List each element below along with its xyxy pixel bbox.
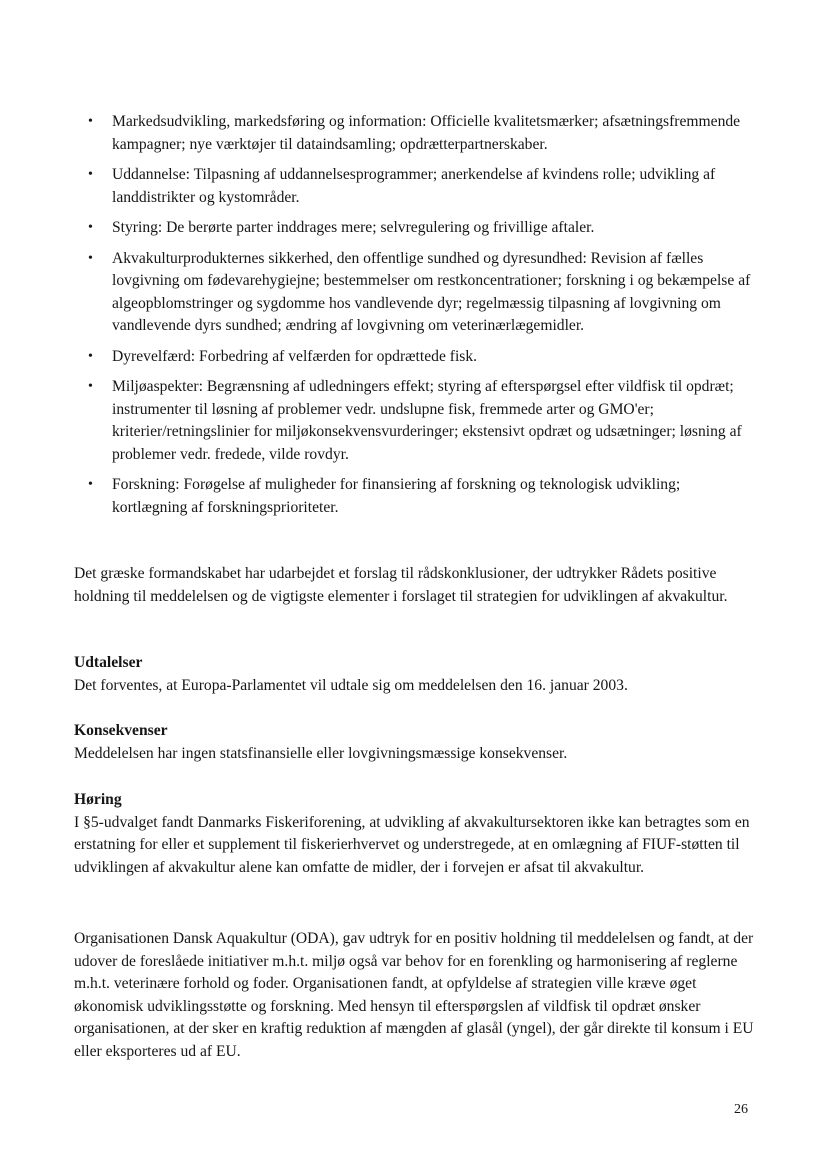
bullet-item (88, 346, 758, 369)
bullet-item (88, 474, 758, 519)
bullet-text: Dyrevelfærd: Forbedring af velfærden for opdrættede fisk. (112, 347, 478, 365)
page-number: 26 (734, 1102, 748, 1117)
section-text: Det forventes, at Europa-Parlamentet vil udtale sig om meddelelsen den 16. januar 2003. (74, 676, 628, 694)
final-paragraph: Organisationen Dansk Aquakultur (ODA), gav udtryk for en positiv holdning til meddelelsen og fandt, at der udover de foreslåede initiativer m.h.t. miljø også var behov for en forenkling og harmonisering af reglerne m.h.t. veterinære forhold og foder. Organisationen fandt, at opfyldelse af strategien ville kræve øget økonomisk udviklingsstøtte og forskning. Med hensyn til efterspørgslen af vildfisk til opdræt ønsker organisationen, at der sker en kraftig reduktion af mængden af glasål (yngel), der går direkte til konsum i EU eller eksporteres ud af EU. (74, 930, 754, 1060)
section-text: I §5-udvalget fandt Danmarks Fiskeriforening, at udvikling af akvakultursektoren ikke kan betragtes som en erstatning for eller et supplement til fiskerierhvervet og understregede, at en omlægning af FIUF-støtten til udviklingen af akvakultur alene kan omfatte de midler, der i forvejen er afsat til akvakultur. (74, 813, 750, 876)
bullet-dot: • (88, 114, 93, 129)
bullet-text: Akvakulturprodukternes sikkerhed, den offentlige sundhed og dyresundhed: Revision af fælles lovgivning om fødevarehygiejne; bestemmelser om restkoncentrationer; forskning i og bekæmpelse af algeopblomstringer og sygdomme hos vandlevende dyr; regelmæssig tilpasning af lovgivning om vandlevende dyrs sundhed; ændring af lovgivning om veterinærlægemidler. (112, 249, 751, 334)
bullet-item (88, 164, 758, 209)
bullet-text: Uddannelse: Tilpasning af uddannelsesprogrammer; anerkendelse af kvindens rolle; udvikling af landdistrikter og kystområder. (112, 166, 716, 206)
section-konsekvenser (74, 720, 754, 765)
bullet-text: Markedsudvikling, markedsføring og information: Officielle kvalitetsmærker; afsætningsfremmende kampagner; nye værktøjer til dataindsamling; opdrætterpartnerskaber. (112, 113, 741, 153)
section-udtalelser (74, 652, 754, 697)
section-horing (74, 789, 754, 879)
bullet-item (88, 376, 758, 466)
bullet-item (88, 217, 758, 240)
bullet-text: Styring: De berørte parter inddrages mere; selvregulering og frivillige aftaler. (112, 219, 595, 236)
bullet-dot: • (88, 348, 93, 364)
section-text: Meddelelsen har ingen statsfinansielle eller lovgivningsmæssige konsekvenser. (74, 744, 568, 762)
bullet-text: Miljøaspekter: Begrænsning af udledningers effekt; styring af efterspørgsel efter vildfisk til opdræt; instrumenter til løsning af problemer vedr. undslupne fisk, fremmede arter og GMO'er; kriterier/retningslinier for miljøkonsekvensvurderinger; ekstensivt opdræt og udsætninger; løsning af problemer vedr. fredede, vilde rovdyr. (112, 378, 742, 463)
bullet-text: Forskning: Forøgelse af muligheder for finansiering af forskning og teknologisk udvikling; kortlægning af forskningsprioriteter. (112, 476, 681, 516)
bullet-dot: • (88, 250, 93, 266)
bullet-dot: • (88, 167, 93, 182)
section-heading: Udtalelser (74, 654, 143, 671)
bullet-dot: • (88, 379, 93, 394)
bullet-dot: • (88, 477, 93, 492)
section-heading: Høring (74, 791, 122, 808)
section-heading: Konsekvenser (74, 722, 168, 739)
bullet-item (88, 248, 758, 338)
intro-paragraph: Det græske formandskabet har udarbejdet et forslag til rådskonklusioner, der udtrykker Rådets positive holdning til meddelelsen og de vigtigste elementer i forslaget til strategien for udviklingen af akvakultur. (74, 565, 728, 605)
bullet-list (88, 111, 758, 527)
bullet-item (88, 111, 758, 156)
bullet-dot: • (88, 220, 93, 235)
